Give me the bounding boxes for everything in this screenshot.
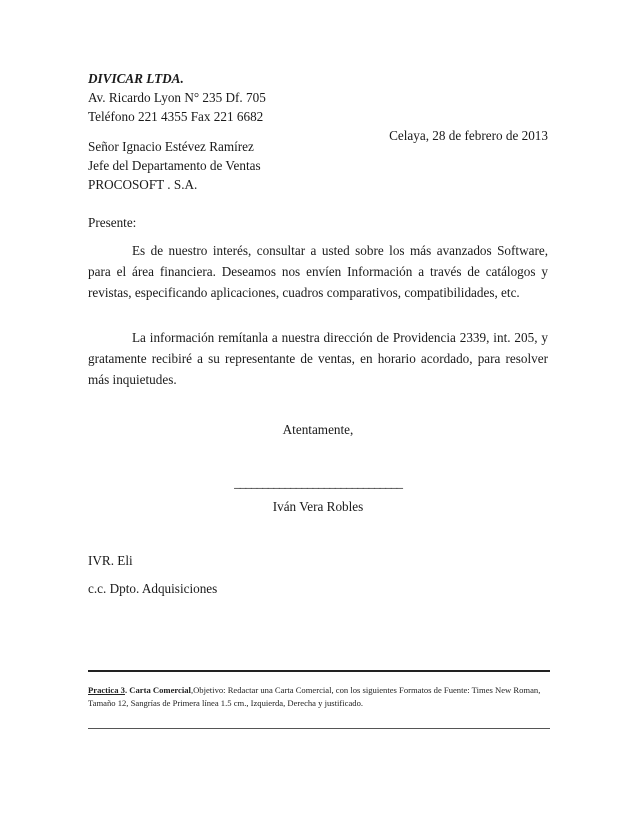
footer-objective: ,Objetivo: Redactar una Carta Comercial, con los siguientes Formatos de Fuente: Times New Roman, Tamaño 12, Sangrías de Primera línea 1.5 cm., Izquierda, Derecha y justificado.: [88, 685, 541, 708]
sender-address: Av. Ricardo Lyon N° 235 Df. 705: [88, 90, 266, 105]
salutation: Presente:: [88, 215, 137, 230]
footer-note: [88, 684, 550, 710]
signer-name: Iván Vera Robles: [272, 499, 364, 514]
footer-top-rule: [88, 670, 550, 672]
place-date: Celaya, 28 de febrero de 2013: [389, 128, 548, 143]
recipient-title: Jefe del Departamento de Ventas: [88, 158, 261, 173]
signature-line: ______________________________: [234, 475, 402, 490]
sender-phone: Teléfono 221 4355 Fax 221 6682: [88, 109, 264, 124]
footer-practice: Practica 3: [88, 685, 125, 695]
recipient-company: PROCOSOFT . S.A.: [88, 177, 198, 192]
footer-subject: Carta Comercial: [127, 685, 191, 695]
cc-line: c.c. Dpto. Adquisiciones: [88, 581, 218, 596]
body-paragraph-1: Es de nuestro interés, consultar a usted sobre los más avanzados Software, para el área financiera. Deseamos nos envíen Información a través de catálogos y revistas, especificando aplicaciones, cuadros comparativos, compatibilidades, etc.: [88, 243, 548, 300]
initials: IVR. Eli: [88, 553, 133, 568]
sender-company: DIVICAR LTDA.: [88, 71, 184, 86]
closing: Atentamente,: [282, 422, 354, 437]
body-paragraph-2: La información remítanla a nuestra dirección de Providencia 2339, int. 205, y gratamente recibiré a su representante de ventas, en horario acordado, para resolver más inquietudes.: [88, 330, 548, 387]
footer-bottom-rule: [88, 728, 550, 729]
recipient-name: Señor Ignacio Estévez Ramírez: [88, 139, 254, 154]
footer-dot: .: [124, 685, 128, 695]
